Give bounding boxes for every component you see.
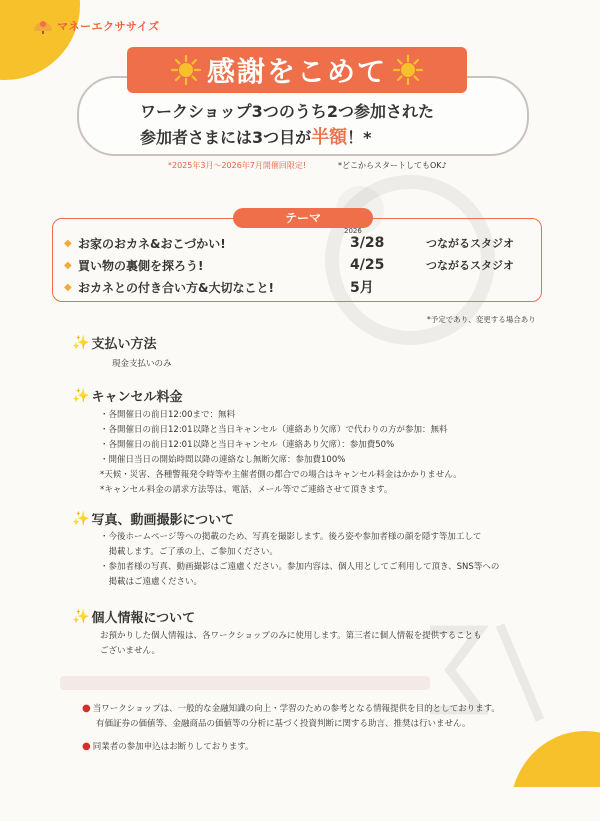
corner-decoration-top-left	[0, 0, 80, 80]
theme-change-note: *予定であり、変更する場合あり	[427, 315, 536, 324]
disclaimer-text: 当ワークショップは、一般的な金融知識の向上・学習のための参考となる情報提供を目的としております。	[92, 704, 500, 714]
privacy-heading	[72, 607, 195, 626]
red-bullet-icon: ●	[82, 703, 91, 714]
cancel-line: ・各開催日の前日12:01以降と当日キャンセル（連絡あり欠席）で代わりの方が参加：無料	[100, 425, 448, 435]
bleed-through-strip	[60, 676, 430, 690]
offer-line-1: ワークショップ3つのうち2つ参加された	[140, 102, 434, 121]
theme-item	[64, 234, 514, 252]
photo-line: ・今後ホームページ等への掲載のため、写真を撮影します。後ろ姿や参加者様の顔を隠す等加工して	[100, 532, 482, 542]
theme-item-name: おカネとの付き合い方&大切なこと!	[78, 280, 274, 295]
photo-line: 掲載はご遠慮ください。	[100, 577, 203, 587]
sparkle-icon: ✨	[72, 387, 90, 404]
privacy-heading-text: 個人情報について	[91, 611, 196, 626]
cancel-line: ・各開催日の前日12:01以降と当日キャンセル（連絡あり欠席）：参加費50%	[100, 440, 395, 450]
cancel-line: *キャンセル料金の請求方法等は、電話、メール等でご連絡させて頂きます。	[100, 485, 393, 495]
photo-line: 掲載します。ご了承の上、ご参加ください。	[100, 547, 278, 557]
disclaimer-line: 有価証券の価値等、金融商品の価値等の分析に基づく投資判断に関する助言、推奨は行いません。	[96, 719, 471, 729]
theme-item-date: 3/28	[350, 235, 385, 251]
privacy-line: お預かりした個人情報は、各ワークショップのみに使用します。第三者に個人情報を提供することも	[100, 631, 482, 641]
payment-heading	[72, 333, 156, 352]
theme-item-date: 5月	[350, 280, 374, 296]
sparkle-icon: ✨	[72, 334, 90, 351]
diamond-bullet-icon: ◆	[64, 259, 72, 271]
sun-icon	[171, 55, 201, 85]
cancel-line: ・開催日当日の開始時間以降の連絡なし無断欠席：参加費100%	[100, 455, 346, 465]
bottom-edge	[0, 787, 600, 821]
title-banner	[127, 47, 467, 93]
half-price-highlight: 半額	[311, 127, 348, 148]
offer-line-2-prefix: 参加者さまには3つ目が	[140, 128, 312, 147]
offer-start-note: *どこからスタートしてもOK♪	[338, 161, 447, 170]
theme-item-date: 4/25	[350, 257, 385, 273]
offer-period-note: *2025年3月〜2026年7月開催回限定!	[168, 161, 307, 170]
offer-line-2-suffix: ！*	[347, 128, 372, 147]
theme-item-name: お家のおカネ&おこづかい!	[78, 236, 226, 251]
theme-year: 2026	[344, 227, 362, 235]
diamond-bullet-icon: ◆	[64, 281, 72, 293]
theme-item-place: つながるスタジオ	[426, 259, 514, 272]
privacy-line: ございません。	[100, 646, 161, 656]
sun-icon	[393, 55, 423, 85]
theme-item	[64, 256, 514, 274]
brand-logo	[32, 18, 160, 34]
cancel-heading	[72, 386, 182, 405]
theme-item-name: 買い物の裏側を探ろう!	[78, 258, 204, 273]
red-bullet-icon: ●	[82, 741, 91, 752]
page-title: 感謝をこめて	[206, 55, 387, 88]
theme-item-place: つながるスタジオ	[426, 237, 514, 250]
theme-label: テーマ	[233, 208, 373, 228]
photo-line: ・参加者様の写真、動画撮影はご遠慮ください。参加内容は、個人用としてご利用して頂き、SNS等への	[100, 562, 500, 572]
photo-heading-text: 写真、動画撮影について	[91, 513, 235, 528]
offer-line-2	[140, 123, 372, 149]
photo-heading	[72, 509, 234, 528]
payment-heading-text: 支払い方法	[91, 337, 157, 352]
payment-body: 現金支払いのみ	[112, 359, 172, 369]
sun-umbrella-logo-icon	[32, 18, 54, 34]
cancel-line: *天候・災害、各種警報発令時等や主催者側の都合での場合はキャンセル料金はかかりません。	[100, 470, 462, 480]
brand-name: マネーエクササイズ	[57, 20, 160, 33]
cancel-heading-text: キャンセル料金	[91, 390, 183, 405]
diamond-bullet-icon: ◆	[64, 237, 72, 249]
competitor-note: 同業者の参加申込はお断りしております。	[92, 742, 254, 752]
sparkle-icon: ✨	[72, 608, 90, 625]
competitor-note-line	[82, 740, 254, 752]
cancel-line: ・各開催日の前日12:00まで：無料	[100, 410, 235, 420]
theme-item	[64, 278, 426, 296]
disclaimer-line	[82, 702, 500, 714]
sparkle-icon: ✨	[72, 510, 90, 527]
